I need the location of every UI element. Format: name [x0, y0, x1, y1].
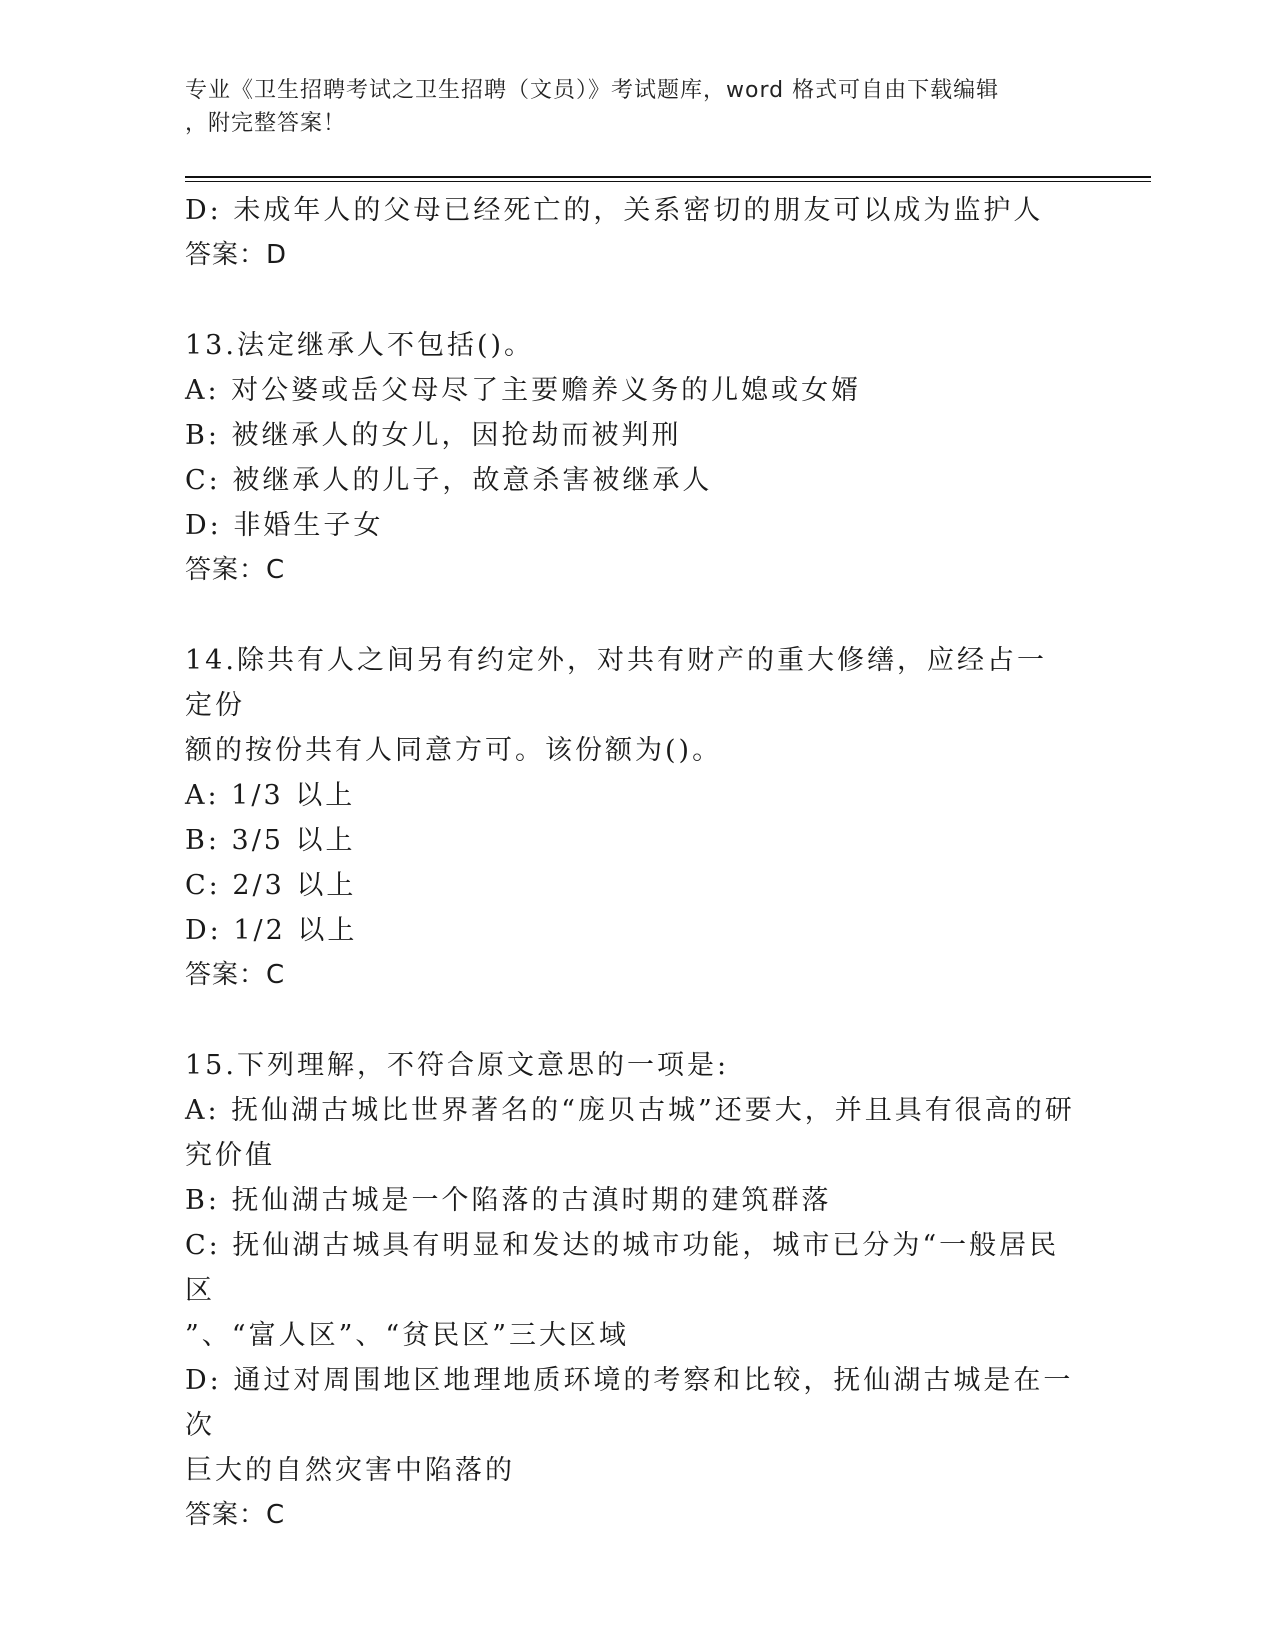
answer-line: 答案：C	[185, 960, 286, 990]
option-d-line-2: 巨大的自然灾害中陷落的	[185, 1455, 515, 1486]
option-d: D: 非婚生子女	[185, 510, 384, 541]
answer-line: 答案：D	[185, 240, 288, 270]
spacer	[185, 593, 1075, 638]
option-c-line-1: C: 抚仙湖古城具有明显和发达的城市功能，城市已分为“一般居民区	[185, 1230, 1060, 1306]
question-13	[185, 323, 1075, 593]
document-header	[185, 74, 1065, 140]
option-a: A: 对公婆或岳父母尽了主要赡养义务的儿媳或女婿	[185, 375, 862, 406]
option-c: C: 2/3 以上	[185, 870, 357, 901]
option-b: B: 抚仙湖古城是一个陷落的古滇时期的建筑群落	[185, 1185, 832, 1216]
option-d-line-1: D: 通过对周围地区地理地质环境的考察和比较，抚仙湖古城是在一次	[185, 1365, 1074, 1441]
question-stem-line-2: 额的按份共有人同意方可。该份额为()。	[185, 735, 723, 766]
question-stem: 13.法定继承人不包括()。	[185, 330, 535, 361]
option-c-line-2: ”、“富人区”、“贫民区”三大区域	[185, 1320, 630, 1351]
option-d: D: 1/2 以上	[185, 915, 358, 946]
option-c: C: 被继承人的儿子，故意杀害被继承人	[185, 465, 713, 496]
question-15	[185, 1043, 1075, 1538]
spacer	[185, 998, 1075, 1043]
option-a-line-1: A: 抚仙湖古城比世界著名的“庞贝古城”还要大，并且具有很高的研	[185, 1095, 1075, 1126]
question-14	[185, 638, 1075, 998]
option-b: B: 被继承人的女儿，因抢劫而被判刑	[185, 420, 682, 451]
option-b: B: 3/5 以上	[185, 825, 356, 856]
question-stem: 15.下列理解，不符合原文意思的一项是:	[185, 1050, 730, 1081]
previous-question-tail	[185, 188, 1075, 278]
question-stem-line-1: 14.除共有人之间另有约定外，对共有财产的重大修缮，应经占一定份	[185, 645, 1047, 721]
option-a-line-2: 究价值	[185, 1140, 275, 1171]
header-divider-thin	[185, 181, 1151, 182]
spacer	[185, 278, 1075, 323]
header-line-1: 专业《卫生招聘考试之卫生招聘（文员）》考试题库，word 格式可自由下载编辑	[185, 78, 1000, 103]
option-a: A: 1/3 以上	[185, 780, 356, 811]
question-content	[185, 188, 1075, 1538]
header-divider-thick	[185, 176, 1151, 178]
header-line-2: ，附完整答案！	[185, 111, 347, 136]
answer-line: 答案：C	[185, 1500, 286, 1530]
option-d: D: 未成年人的父母已经死亡的，关系密切的朋友可以成为监护人	[185, 195, 1044, 226]
answer-line: 答案：C	[185, 555, 286, 585]
